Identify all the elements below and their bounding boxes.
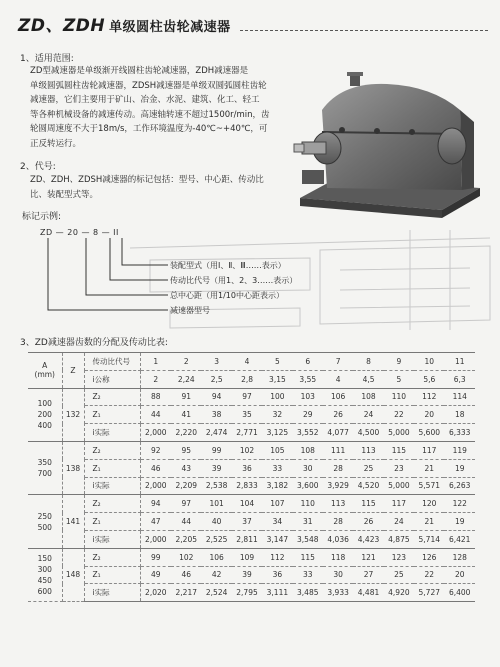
value-cell: 43 [171,459,201,477]
nominal-cell: 2,8 [232,370,262,388]
value-cell: 3,600 [293,477,323,495]
value-cell: 115 [384,441,414,459]
col-a-header [28,353,62,389]
z-value-cell: 148 [62,548,84,601]
value-cell: 33 [293,566,323,584]
value-cell: 120 [414,495,444,513]
example-leader-lines [40,228,190,318]
value-cell: 23 [384,459,414,477]
section1-line: 减速器，它们主要用于矿山、冶金、水泥、建筑、化工、轻工 [30,95,260,106]
value-cell: 4,077 [323,424,353,442]
value-cell: 100 [262,388,292,406]
value-cell: 88 [140,388,171,406]
value-cell: 4,920 [384,584,414,602]
value-cell: 113 [323,495,353,513]
section1-heading: 1、适用范围: [20,54,74,64]
value-cell: 24 [353,406,383,424]
label-assembly-type: 装配型式（用Ⅰ、Ⅱ、Ⅲ……表示） [170,261,286,270]
z-value-cell: 138 [62,441,84,494]
value-cell: 28 [323,459,353,477]
row-label: i实际 [84,530,140,548]
a-value: 250 [37,511,52,521]
page-header [18,14,488,36]
value-cell: 112 [262,548,292,566]
gear-ratio-table-body [28,353,475,602]
section2-heading: 2、代号: [20,162,56,172]
value-cell: 2,000 [140,530,171,548]
col-a-unit: (mm) [34,370,55,380]
value-cell: 40 [201,513,231,531]
value-cell: 113 [353,441,383,459]
gear-ratio-table [28,352,475,602]
value-cell: 33 [262,459,292,477]
value-cell: 19 [444,513,475,531]
value-cell: 2,209 [171,477,201,495]
table-row [28,584,475,602]
value-cell: 6,400 [444,584,475,602]
row-label: i实际 [84,584,140,602]
value-cell: 20 [444,566,475,584]
value-cell: 102 [232,441,262,459]
value-cell: 109 [232,548,262,566]
value-cell: 112 [414,388,444,406]
value-cell: 18 [444,406,475,424]
nominal-cell: 3,55 [293,370,323,388]
table-row [28,388,475,406]
value-cell: 46 [171,566,201,584]
section2-line: 比、装配型式等。 [30,189,99,200]
value-cell: 49 [140,566,171,584]
value-cell: 2,833 [232,477,262,495]
row-label: i实际 [84,477,140,495]
example-code: ZD — 20 — 8 — II [40,228,119,237]
nominal-cell: 4 [323,370,353,388]
value-cell: 119 [444,441,475,459]
a-value: 200 [37,410,52,420]
value-cell: 4,036 [323,530,353,548]
value-cell: 2,474 [201,424,231,442]
value-cell: 111 [323,441,353,459]
z-value-cell: 132 [62,388,84,441]
table-row [28,566,475,584]
value-cell: 4,423 [353,530,383,548]
ratio-code-cell: 2 [171,353,201,371]
value-cell: 26 [323,406,353,424]
nominal-cell: 4,5 [353,370,383,388]
section2-body [30,173,300,202]
value-cell: 21 [414,513,444,531]
value-cell: 28 [323,513,353,531]
ratio-code-cell: 11 [444,353,475,371]
value-cell: 6,421 [444,530,475,548]
value-cell: 22 [384,406,414,424]
value-cell: 3,182 [262,477,292,495]
nominal-cell: 2,5 [201,370,231,388]
value-cell: 94 [140,495,171,513]
value-cell: 3,111 [262,584,292,602]
value-cell: 38 [201,406,231,424]
value-cell: 126 [414,548,444,566]
section1-line: 轮圆周速度不大于18m/s，工作环境温度为-40℃~+40℃，可 [30,124,268,135]
value-cell: 22 [414,566,444,584]
ratio-code-cell: 3 [201,353,231,371]
section1-line: 单级圆弧圆柱齿轮减速器，ZDSH减速器是单级双圆弧圆柱齿轮 [30,80,267,91]
value-cell: 107 [262,495,292,513]
value-cell: 6,333 [444,424,475,442]
value-cell: 34 [262,513,292,531]
value-cell: 2,811 [232,530,262,548]
nominal-cell: 3,15 [262,370,292,388]
a-value: 450 [37,575,52,585]
value-cell: 44 [171,513,201,531]
value-cell: 101 [201,495,231,513]
value-cell: 27 [353,566,383,584]
value-cell: 121 [353,548,383,566]
value-cell: 95 [171,441,201,459]
value-cell: 24 [384,513,414,531]
row-label: Z₁ [84,406,140,424]
value-cell: 2,000 [140,477,171,495]
table-row [28,495,475,513]
header-rule [240,30,488,31]
label-center-distance: 总中心距（用1/10中心距表示） [170,291,284,300]
value-cell: 32 [262,406,292,424]
value-cell: 2,217 [171,584,201,602]
value-cell: 115 [353,495,383,513]
ratio-code-cell: 1 [140,353,171,371]
value-cell: 4,500 [353,424,383,442]
nominal-cell: 2,24 [171,370,201,388]
table-header-row [28,353,475,371]
row-label: Z₁ [84,459,140,477]
value-cell: 122 [444,495,475,513]
value-cell: 94 [201,388,231,406]
value-cell: 25 [353,459,383,477]
table-nominal-row [28,370,475,388]
value-cell: 5,600 [414,424,444,442]
col-z-header: Z [62,353,84,389]
value-cell: 106 [201,548,231,566]
value-cell: 105 [262,441,292,459]
row-label: Z₁ [84,566,140,584]
value-cell: 5,714 [414,530,444,548]
table-row [28,477,475,495]
col-a-label: A [42,361,48,371]
ratio-code-cell: 5 [262,353,292,371]
value-cell: 47 [140,513,171,531]
gearbox-photo [292,70,482,230]
table-row [28,441,475,459]
ratio-code-cell: 6 [293,353,323,371]
ratio-code-cell: 7 [323,353,353,371]
table-row [28,513,475,531]
label-model: 减速器型号 [170,306,210,315]
value-cell: 97 [171,495,201,513]
section1-body [30,64,292,152]
a-value: 300 [37,564,52,574]
a-value: 350 [37,458,52,468]
value-cell: 123 [384,548,414,566]
section3-heading: 3、ZD减速器齿数的分配及传动比表: [20,338,168,348]
value-cell: 2,220 [171,424,201,442]
a-value: 150 [37,553,52,563]
value-cell: 42 [201,566,231,584]
value-cell: 104 [232,495,262,513]
ratio-code-cell: 10 [414,353,444,371]
ratio-code-cell: 4 [232,353,262,371]
value-cell: 36 [232,459,262,477]
value-cell: 4,481 [353,584,383,602]
ratio-code-cell: 9 [384,353,414,371]
value-cell: 5,000 [384,424,414,442]
value-cell: 44 [140,406,171,424]
row-label: Z₂ [84,441,140,459]
value-cell: 2,020 [140,584,171,602]
value-cell: 29 [293,406,323,424]
value-cell: 99 [140,548,171,566]
a-values-cell [28,388,62,441]
value-cell: 110 [384,388,414,406]
table-row [28,548,475,566]
value-cell: 99 [201,441,231,459]
ratio-code-cell: 8 [353,353,383,371]
value-cell: 2,538 [201,477,231,495]
value-cell: 2,771 [232,424,262,442]
value-cell: 37 [232,513,262,531]
value-cell: 35 [232,406,262,424]
value-cell: 3,485 [293,584,323,602]
value-cell: 2,000 [140,424,171,442]
value-cell: 4,520 [353,477,383,495]
value-cell: 26 [353,513,383,531]
value-cell: 117 [414,441,444,459]
value-cell: 108 [293,441,323,459]
value-cell: 3,552 [293,424,323,442]
value-cell: 2,205 [171,530,201,548]
label-ratio-code: 传动比代号（用1、2、3……表示） [170,276,298,285]
nominal-cell: 5,6 [414,370,444,388]
ratio-code-label: 传动比代号 [84,353,140,371]
nominal-cell: 5 [384,370,414,388]
value-cell: 21 [414,459,444,477]
a-value: 700 [37,469,52,479]
value-cell: 114 [444,388,475,406]
table-row [28,459,475,477]
value-cell: 39 [232,566,262,584]
z-value-cell: 141 [62,495,84,548]
nominal-cell: 6,3 [444,370,475,388]
a-values-cell [28,495,62,548]
value-cell: 25 [384,566,414,584]
value-cell: 5,000 [384,477,414,495]
section1-line: 等各种机械设备的减速传动。高速轴转速不超过1500r/min，齿 [30,109,270,120]
row-label: Z₂ [84,495,140,513]
table-row [28,406,475,424]
row-label: Z₂ [84,548,140,566]
value-cell: 108 [353,388,383,406]
value-cell: 110 [293,495,323,513]
value-cell: 115 [293,548,323,566]
title-main: ZD、ZDH [18,16,106,36]
table-row [28,530,475,548]
value-cell: 6,263 [444,477,475,495]
value-cell: 30 [323,566,353,584]
value-cell: 41 [171,406,201,424]
row-label: Z₂ [84,388,140,406]
value-cell: 5,727 [414,584,444,602]
value-cell: 2,525 [201,530,231,548]
title-sub: 单级圆柱齿轮减速器 [109,20,231,35]
value-cell: 36 [262,566,292,584]
value-cell: 3,147 [262,530,292,548]
value-cell: 91 [171,388,201,406]
example-heading: 标记示例: [22,212,62,222]
value-cell: 97 [232,388,262,406]
row-label: Z₁ [84,513,140,531]
value-cell: 128 [444,548,475,566]
value-cell: 31 [293,513,323,531]
value-cell: 3,929 [323,477,353,495]
marking-example [40,228,310,328]
value-cell: 106 [323,388,353,406]
a-value: 500 [37,522,52,532]
value-cell: 5,571 [414,477,444,495]
table-row [28,424,475,442]
value-cell: 103 [293,388,323,406]
a-values-cell [28,548,62,601]
nominal-label: i公称 [84,370,140,388]
value-cell: 3,548 [293,530,323,548]
value-cell: 46 [140,459,171,477]
a-value: 400 [37,421,52,431]
a-value: 600 [37,586,52,596]
section1-line: 正反转运行。 [30,138,82,149]
a-values-cell [28,441,62,494]
value-cell: 102 [171,548,201,566]
nominal-cell: 2 [140,370,171,388]
row-label: i实际 [84,424,140,442]
value-cell: 39 [201,459,231,477]
value-cell: 3,125 [262,424,292,442]
value-cell: 117 [384,495,414,513]
a-value: 100 [37,399,52,409]
value-cell: 20 [414,406,444,424]
value-cell: 19 [444,459,475,477]
page-title [18,11,231,36]
section2-line: ZD、ZDH、ZDSH减速器的标记包括：型号、中心距、传动比 [30,175,264,185]
value-cell: 118 [323,548,353,566]
value-cell: 3,933 [323,584,353,602]
value-cell: 2,524 [201,584,231,602]
value-cell: 92 [140,441,171,459]
value-cell: 30 [293,459,323,477]
value-cell: 2,795 [232,584,262,602]
value-cell: 4,875 [384,530,414,548]
section1-line: ZD型减速器是单级渐开线圆柱齿轮减速器，ZDH减速器是 [30,66,249,76]
